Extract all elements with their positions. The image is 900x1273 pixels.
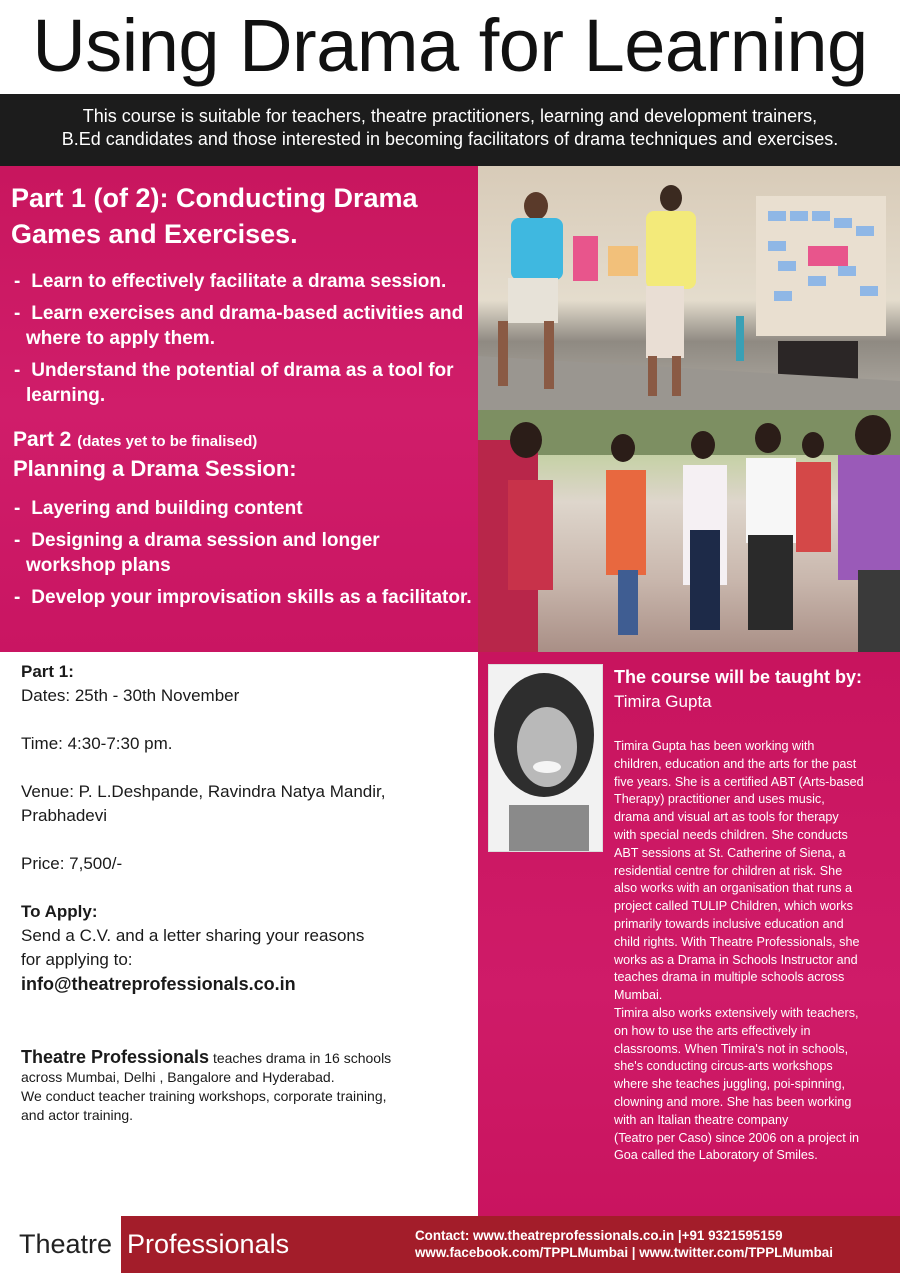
spacer xyxy=(21,756,461,780)
instructor-panel xyxy=(478,652,900,1216)
intro-line-1: This course is suitable for teachers, theatre practitioners, learning and development trainers, xyxy=(82,106,818,126)
list-item: - Layering and building content xyxy=(14,498,303,519)
footer-brand-word-1: Theatre xyxy=(19,1229,113,1259)
contact-line-2[interactable]: www.facebook.com/TPPLMumbai | www.twitter.com/TPPLMumbai xyxy=(415,1245,833,1260)
bio-line: on how to use the arts effectively in xyxy=(614,1023,811,1038)
bio-line: drama and visual art as tools for therapy xyxy=(614,810,839,825)
workshop-photo-top xyxy=(478,166,900,410)
course-details xyxy=(21,660,461,996)
instructor-bio xyxy=(614,738,894,1165)
part2-label: Part 2 xyxy=(13,428,72,451)
part2-heading xyxy=(13,428,257,452)
bio-line: primarily towards inclusive education and xyxy=(614,916,844,931)
about-line-4: and actor training. xyxy=(21,1107,134,1123)
apply-line-1: Send a C.V. and a letter sharing your reasons xyxy=(21,926,365,945)
instructor-photo-illustration xyxy=(489,665,603,852)
bio-line: residential centre for children at risk. She xyxy=(614,863,843,878)
part2-title: Planning a Drama Session: xyxy=(13,456,297,481)
bio-line: classrooms. When Timira's not in schools, xyxy=(614,1041,849,1056)
details-venue-line-1: Venue: P. L.Deshpande, Ravindra Natya Mandir, xyxy=(21,782,386,801)
spacer xyxy=(21,876,461,900)
bio-line: five years. She is a certified ABT (Arts-based xyxy=(614,774,864,789)
email-link[interactable]: info@theatreprofessionals.co.in xyxy=(21,974,296,994)
apply-label: To Apply: xyxy=(21,902,98,921)
bullet-text: Learn exercises and drama-based activities and where to apply them. xyxy=(26,303,464,349)
bio-line: children, education and the arts for the past xyxy=(614,756,857,771)
bio-line: Therapy) practitioner and uses music, xyxy=(614,792,825,807)
part2-bullet-list xyxy=(14,496,474,617)
workshop-photo-bottom-illustration xyxy=(478,410,900,652)
instructor-name: Timira Gupta xyxy=(614,692,712,711)
footer-brand-word-2: Professionals xyxy=(127,1229,290,1259)
list-item: - Learn to effectively facilitate a drama session. xyxy=(14,271,447,292)
bullet-text: Learn to effectively facilitate a drama session. xyxy=(31,271,447,292)
about-brand: Theatre Professionals xyxy=(21,1047,210,1067)
part2-note: (dates yet to be finalised) xyxy=(77,433,258,450)
about-text xyxy=(21,1048,431,1125)
spacer xyxy=(21,708,461,732)
bio-line: project called TULIP Children, which works xyxy=(614,899,853,914)
bullet-text: Designing a drama session and longer workshop plans xyxy=(26,530,380,576)
spacer xyxy=(21,828,461,852)
about-line-2: across Mumbai, Delhi , Bangalore and Hyderabad. xyxy=(21,1069,335,1085)
details-part-label: Part 1: xyxy=(21,662,74,681)
bio-line: with special needs children. She conducts xyxy=(614,827,848,842)
bio-line: Timira Gupta has been working with xyxy=(614,739,815,753)
part1-title-line-2: Games and Exercises. xyxy=(11,219,298,249)
bullet-text: Develop your improvisation skills as a facilitator. xyxy=(31,587,472,608)
bio-line: (Teatro per Caso) since 2006 on a project in xyxy=(614,1130,860,1145)
bio-line: Goa called the Laboratory of Smiles. xyxy=(614,1148,818,1163)
about-line-1 xyxy=(21,1048,431,1068)
bio-line: where she teaches juggling, poi-spinning, xyxy=(614,1077,846,1092)
bio-line: works as a Drama in Schools Instructor and xyxy=(614,952,858,967)
bio-line: Mumbai. xyxy=(614,988,663,1003)
intro-line-2: B.Ed candidates and those interested in becoming facilitators of drama techniques and exercises. xyxy=(61,129,839,149)
bio-line: also works with an organisation that runs a xyxy=(614,881,853,896)
bio-line: Timira also works extensively with teachers, xyxy=(614,1005,859,1020)
bio-line: child rights. With Theatre Professionals, she xyxy=(614,934,860,949)
bullet-text: Layering and building content xyxy=(31,498,303,519)
instructor-heading: The course will be taught by: xyxy=(614,667,863,687)
details-venue-line-2: Prabhadevi xyxy=(21,806,108,825)
list-item: - Learn exercises and drama-based activities and where to apply them. xyxy=(14,303,464,349)
course-outline-panel xyxy=(0,166,478,652)
list-item: - Designing a drama session and longer workshop plans xyxy=(14,530,380,576)
instructor-photo xyxy=(488,664,603,852)
list-item: - Understand the potential of drama as a tool for learning. xyxy=(14,360,454,406)
details-price: Price: 7,500/- xyxy=(21,854,123,873)
bullet-text: Understand the potential of drama as a tool for learning. xyxy=(26,360,454,406)
part1-title-line-1: Part 1 (of 2): Conducting Drama xyxy=(11,183,418,213)
contact-line-1[interactable]: Contact: www.theatreprofessionals.co.in |+91 9321595159 xyxy=(415,1228,783,1243)
about-line-3: We conduct teacher training workshops, corporate training, xyxy=(21,1088,387,1104)
page-title: Using Drama for Learning xyxy=(32,4,868,87)
apply-line-2: for applying to: xyxy=(21,950,133,969)
bio-line: ABT sessions at St. Catherine of Siena, a xyxy=(614,845,846,860)
workshop-photo-bottom xyxy=(478,410,900,652)
details-time: Time: 4:30-7:30 pm. xyxy=(21,734,173,753)
intro-band xyxy=(0,94,900,166)
workshop-photo-top-illustration xyxy=(478,166,900,410)
contact-info xyxy=(415,1227,833,1261)
list-item: - Develop your improvisation skills as a facilitator. xyxy=(14,587,472,608)
details-dates: Dates: 25th - 30th November xyxy=(21,686,240,705)
bio-line: she's conducting circus-arts workshops xyxy=(614,1059,833,1074)
part1-title xyxy=(11,180,471,252)
bio-line: clowning and more. She has been working xyxy=(614,1094,852,1109)
title-bar xyxy=(0,0,900,94)
bio-line: with an Italian theatre company xyxy=(614,1112,789,1127)
bio-line: teaches drama in multiple schools across xyxy=(614,970,845,985)
part1-bullet-list xyxy=(14,269,474,415)
about-line-1-text: teaches drama in 16 schools xyxy=(209,1050,392,1066)
